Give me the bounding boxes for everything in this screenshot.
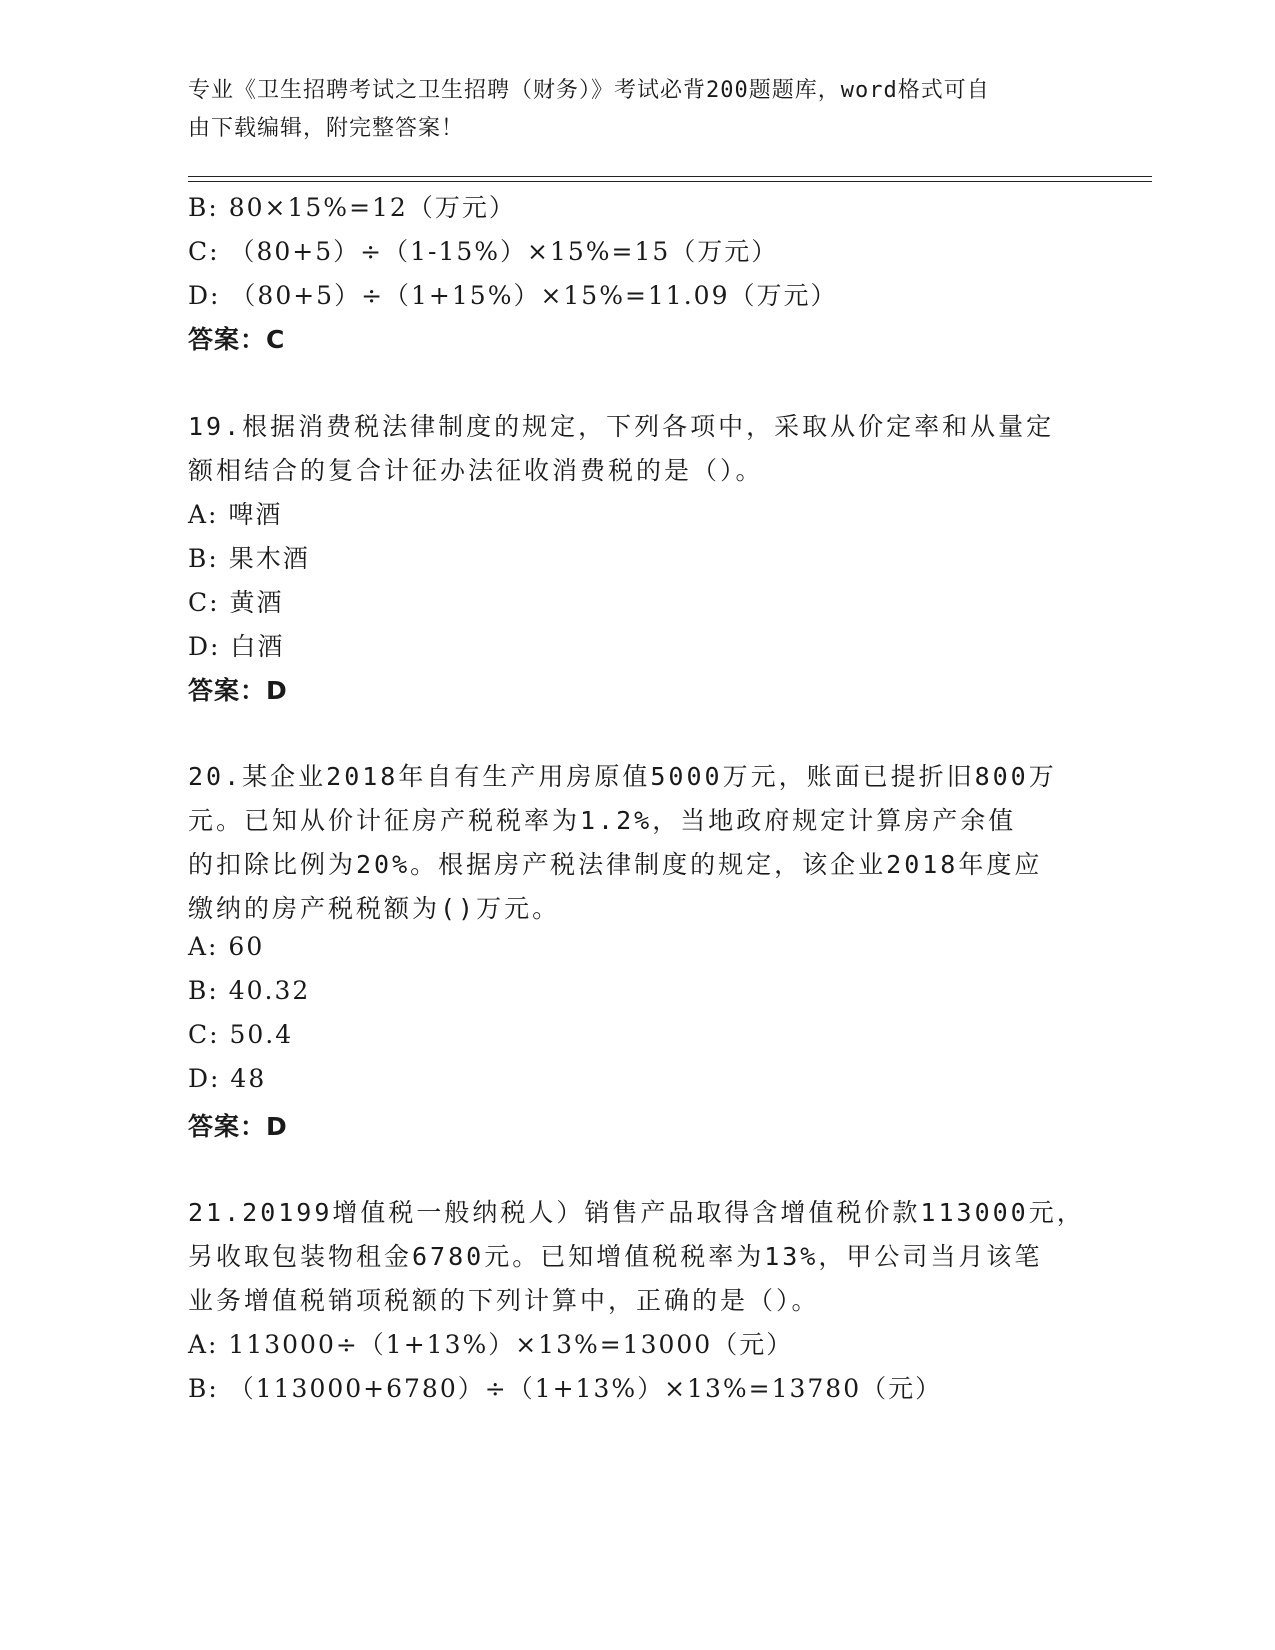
header-rule-bottom xyxy=(188,181,1152,182)
q21-option-a: A: 113000÷（1+13%）×13%=13000（元） xyxy=(188,1330,794,1359)
document-header xyxy=(188,72,1068,148)
q19-stem-line-2: 额相结合的复合计征办法征收消费税的是（）。 xyxy=(188,456,764,485)
header-rule-top xyxy=(188,176,1152,177)
q20-stem-line-1: 20.某企业2018年自有生产用房原值5000万元，账面已提折旧800万 xyxy=(188,762,1057,791)
q18-answer: 答案：C xyxy=(188,325,286,354)
q21-stem-line-2: 另收取包装物租金6780元。已知增值税税率为13%，甲公司当月该笔 xyxy=(188,1242,1043,1271)
q21-option-b: B: （113000+6780）÷（1+13%）×13%=13780（元） xyxy=(188,1374,943,1403)
q20-stem-line-3: 的扣除比例为20%。根据房产税法律制度的规定，该企业2018年度应 xyxy=(188,850,1043,879)
q20-option-b: B: 40.32 xyxy=(188,976,311,1005)
q18-option-c: C: （80+5）÷（1-15%）×15%=15（万元） xyxy=(188,237,779,266)
q20-option-a: A: 60 xyxy=(188,932,265,961)
q21-stem-line-3: 业务增值税销项税额的下列计算中，正确的是（）。 xyxy=(188,1286,820,1315)
q19-answer: 答案：D xyxy=(188,676,288,705)
q18-option-b: B: 80×15%=12（万元） xyxy=(188,193,516,222)
q19-option-d: D: 白酒 xyxy=(188,632,285,661)
q20-stem-line-2: 元。已知从价计征房产税税率为1.2%，当地政府规定计算房产余值 xyxy=(188,806,1017,835)
q21-stem-line-1: 21.20199增值税一般纳税人）销售产品取得含增值税价款113000元， xyxy=(188,1198,1085,1227)
q19-option-c: C: 黄酒 xyxy=(188,588,284,617)
q20-option-d: D: 48 xyxy=(188,1064,267,1093)
q20-option-c: C: 50.4 xyxy=(188,1020,294,1049)
q18-option-d: D: （80+5）÷（1+15%）×15%=11.09（万元） xyxy=(188,281,838,310)
q19-option-a: A: 啤酒 xyxy=(188,500,283,529)
q20-answer: 答案：D xyxy=(188,1112,288,1141)
header-line-2: 由下载编辑，附完整答案！ xyxy=(188,116,465,141)
q19-stem-line-1: 19.根据消费税法律制度的规定，下列各项中，采取从价定率和从量定 xyxy=(188,412,1055,441)
header-line-1: 专业《卫生招聘考试之卫生招聘（财务）》考试必背200题题库，word格式可自 xyxy=(188,78,990,103)
q20-stem-line-4: 缴纳的房产税税额为()万元。 xyxy=(188,894,561,923)
q19-option-b: B: 果木酒 xyxy=(188,544,310,573)
